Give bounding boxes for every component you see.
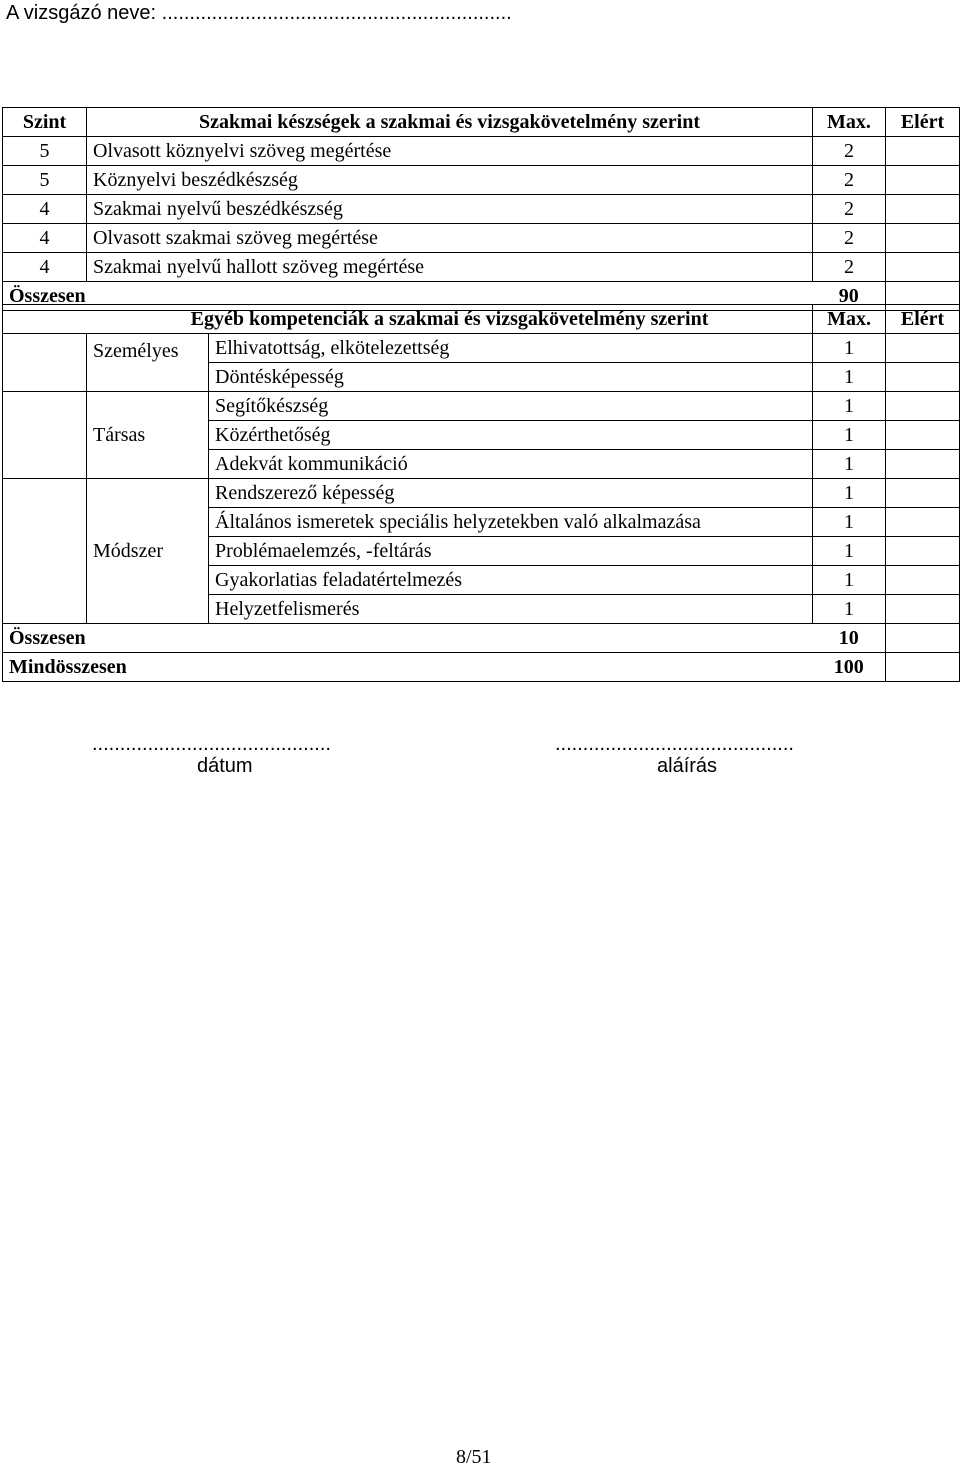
max-cell: 2: [813, 253, 886, 282]
total-achieved-cell[interactable]: [886, 624, 960, 653]
max-cell: 1: [813, 566, 886, 595]
column-header-skills: Szakmai készségek a szakmai és vizsgakövetelmény szerint: [87, 108, 813, 137]
competency-cell: Adekvát kommunikáció: [209, 450, 813, 479]
total-label: Összesen: [3, 624, 813, 653]
max-cell: 2: [813, 224, 886, 253]
date-label: dátum: [197, 755, 253, 777]
column-header-competencies: Egyéb kompetenciák a szakmai és vizsgakövetelmény szerint: [3, 305, 813, 334]
max-cell: 2: [813, 137, 886, 166]
level-cell: 4: [3, 224, 87, 253]
page-number: 8/51: [456, 1446, 492, 1468]
achieved-cell[interactable]: [886, 479, 960, 508]
max-cell: 1: [813, 334, 886, 363]
achieved-cell[interactable]: [886, 137, 960, 166]
competency-cell: Döntésképesség: [209, 363, 813, 392]
competency-cell: Rendszerező képesség: [209, 479, 813, 508]
candidate-name-line: A vizsgázó neve: ...............................................................: [6, 2, 512, 24]
max-cell: 1: [813, 537, 886, 566]
professional-skills-table: [2, 107, 960, 311]
achieved-cell[interactable]: [886, 166, 960, 195]
max-cell: 1: [813, 392, 886, 421]
achieved-cell[interactable]: [886, 421, 960, 450]
table-row: [3, 334, 960, 363]
column-header-level: Szint: [3, 108, 87, 137]
table-header-row: [3, 108, 960, 137]
achieved-cell[interactable]: [886, 537, 960, 566]
level-cell: 5: [3, 166, 87, 195]
competency-cell: Közérthetőség: [209, 421, 813, 450]
table-row: [3, 392, 960, 421]
column-header-achieved: Elért: [886, 108, 960, 137]
skill-cell: Olvasott köznyelvi szöveg megértése: [87, 137, 813, 166]
max-cell: 1: [813, 363, 886, 392]
max-cell: 1: [813, 595, 886, 624]
table-row: [3, 224, 960, 253]
skill-cell: Szakmai nyelvű beszédkészség: [87, 195, 813, 224]
group-label-personal: Személyes: [87, 334, 209, 392]
skill-cell: Szakmai nyelvű hallott szöveg megértése: [87, 253, 813, 282]
skill-cell: Köznyelvi beszédkészség: [87, 166, 813, 195]
table-row: [3, 166, 960, 195]
level-cell: 5: [3, 137, 87, 166]
table-row: [3, 195, 960, 224]
signature-line: ...........................................: [555, 733, 794, 755]
table-row: [3, 253, 960, 282]
achieved-cell[interactable]: [886, 334, 960, 363]
max-cell: 1: [813, 450, 886, 479]
column-header-max: Max.: [813, 305, 886, 334]
table-row: [3, 479, 960, 508]
grand-total-row: [3, 653, 960, 682]
max-cell: 1: [813, 479, 886, 508]
level-cell: 4: [3, 195, 87, 224]
achieved-cell[interactable]: [886, 508, 960, 537]
date-line: ...........................................: [92, 733, 331, 755]
achieved-cell[interactable]: [886, 363, 960, 392]
group-label-method: Módszer: [87, 479, 209, 624]
level-cell: 4: [3, 253, 87, 282]
grand-total-label: Mindösszesen: [3, 653, 813, 682]
total-max: 10: [813, 624, 886, 653]
group-label-social: Társas: [87, 392, 209, 479]
achieved-cell[interactable]: [886, 566, 960, 595]
skill-cell: Olvasott szakmai szöveg megértése: [87, 224, 813, 253]
competency-cell: Általános ismeretek speciális helyzetekben való alkalmazása: [209, 508, 813, 537]
column-header-achieved: Elért: [886, 305, 960, 334]
signature-label: aláírás: [657, 755, 718, 777]
achieved-cell[interactable]: [886, 195, 960, 224]
total-row: [3, 624, 960, 653]
competency-cell: Elhivatottság, elkötelezettség: [209, 334, 813, 363]
competency-cell: Gyakorlatias feladatértelmezés: [209, 566, 813, 595]
total-max: 90: [813, 282, 886, 311]
blank-cell: [3, 334, 87, 392]
blank-cell: [3, 479, 87, 624]
other-competencies-table: [2, 304, 960, 682]
competency-cell: Problémaelemzés, -feltárás: [209, 537, 813, 566]
max-cell: 2: [813, 166, 886, 195]
max-cell: 1: [813, 421, 886, 450]
achieved-cell[interactable]: [886, 450, 960, 479]
total-label: Összesen: [3, 282, 813, 311]
competency-cell: Helyzetfelismerés: [209, 595, 813, 624]
competency-cell: Segítőkészség: [209, 392, 813, 421]
achieved-cell[interactable]: [886, 595, 960, 624]
achieved-cell[interactable]: [886, 392, 960, 421]
max-cell: 1: [813, 508, 886, 537]
table-header-row: [3, 305, 960, 334]
grand-total-max: 100: [813, 653, 886, 682]
column-header-max: Max.: [813, 108, 886, 137]
grand-total-achieved-cell[interactable]: [886, 653, 960, 682]
achieved-cell[interactable]: [886, 224, 960, 253]
achieved-cell[interactable]: [886, 253, 960, 282]
table-row: [3, 137, 960, 166]
max-cell: 2: [813, 195, 886, 224]
blank-cell: [3, 392, 87, 479]
